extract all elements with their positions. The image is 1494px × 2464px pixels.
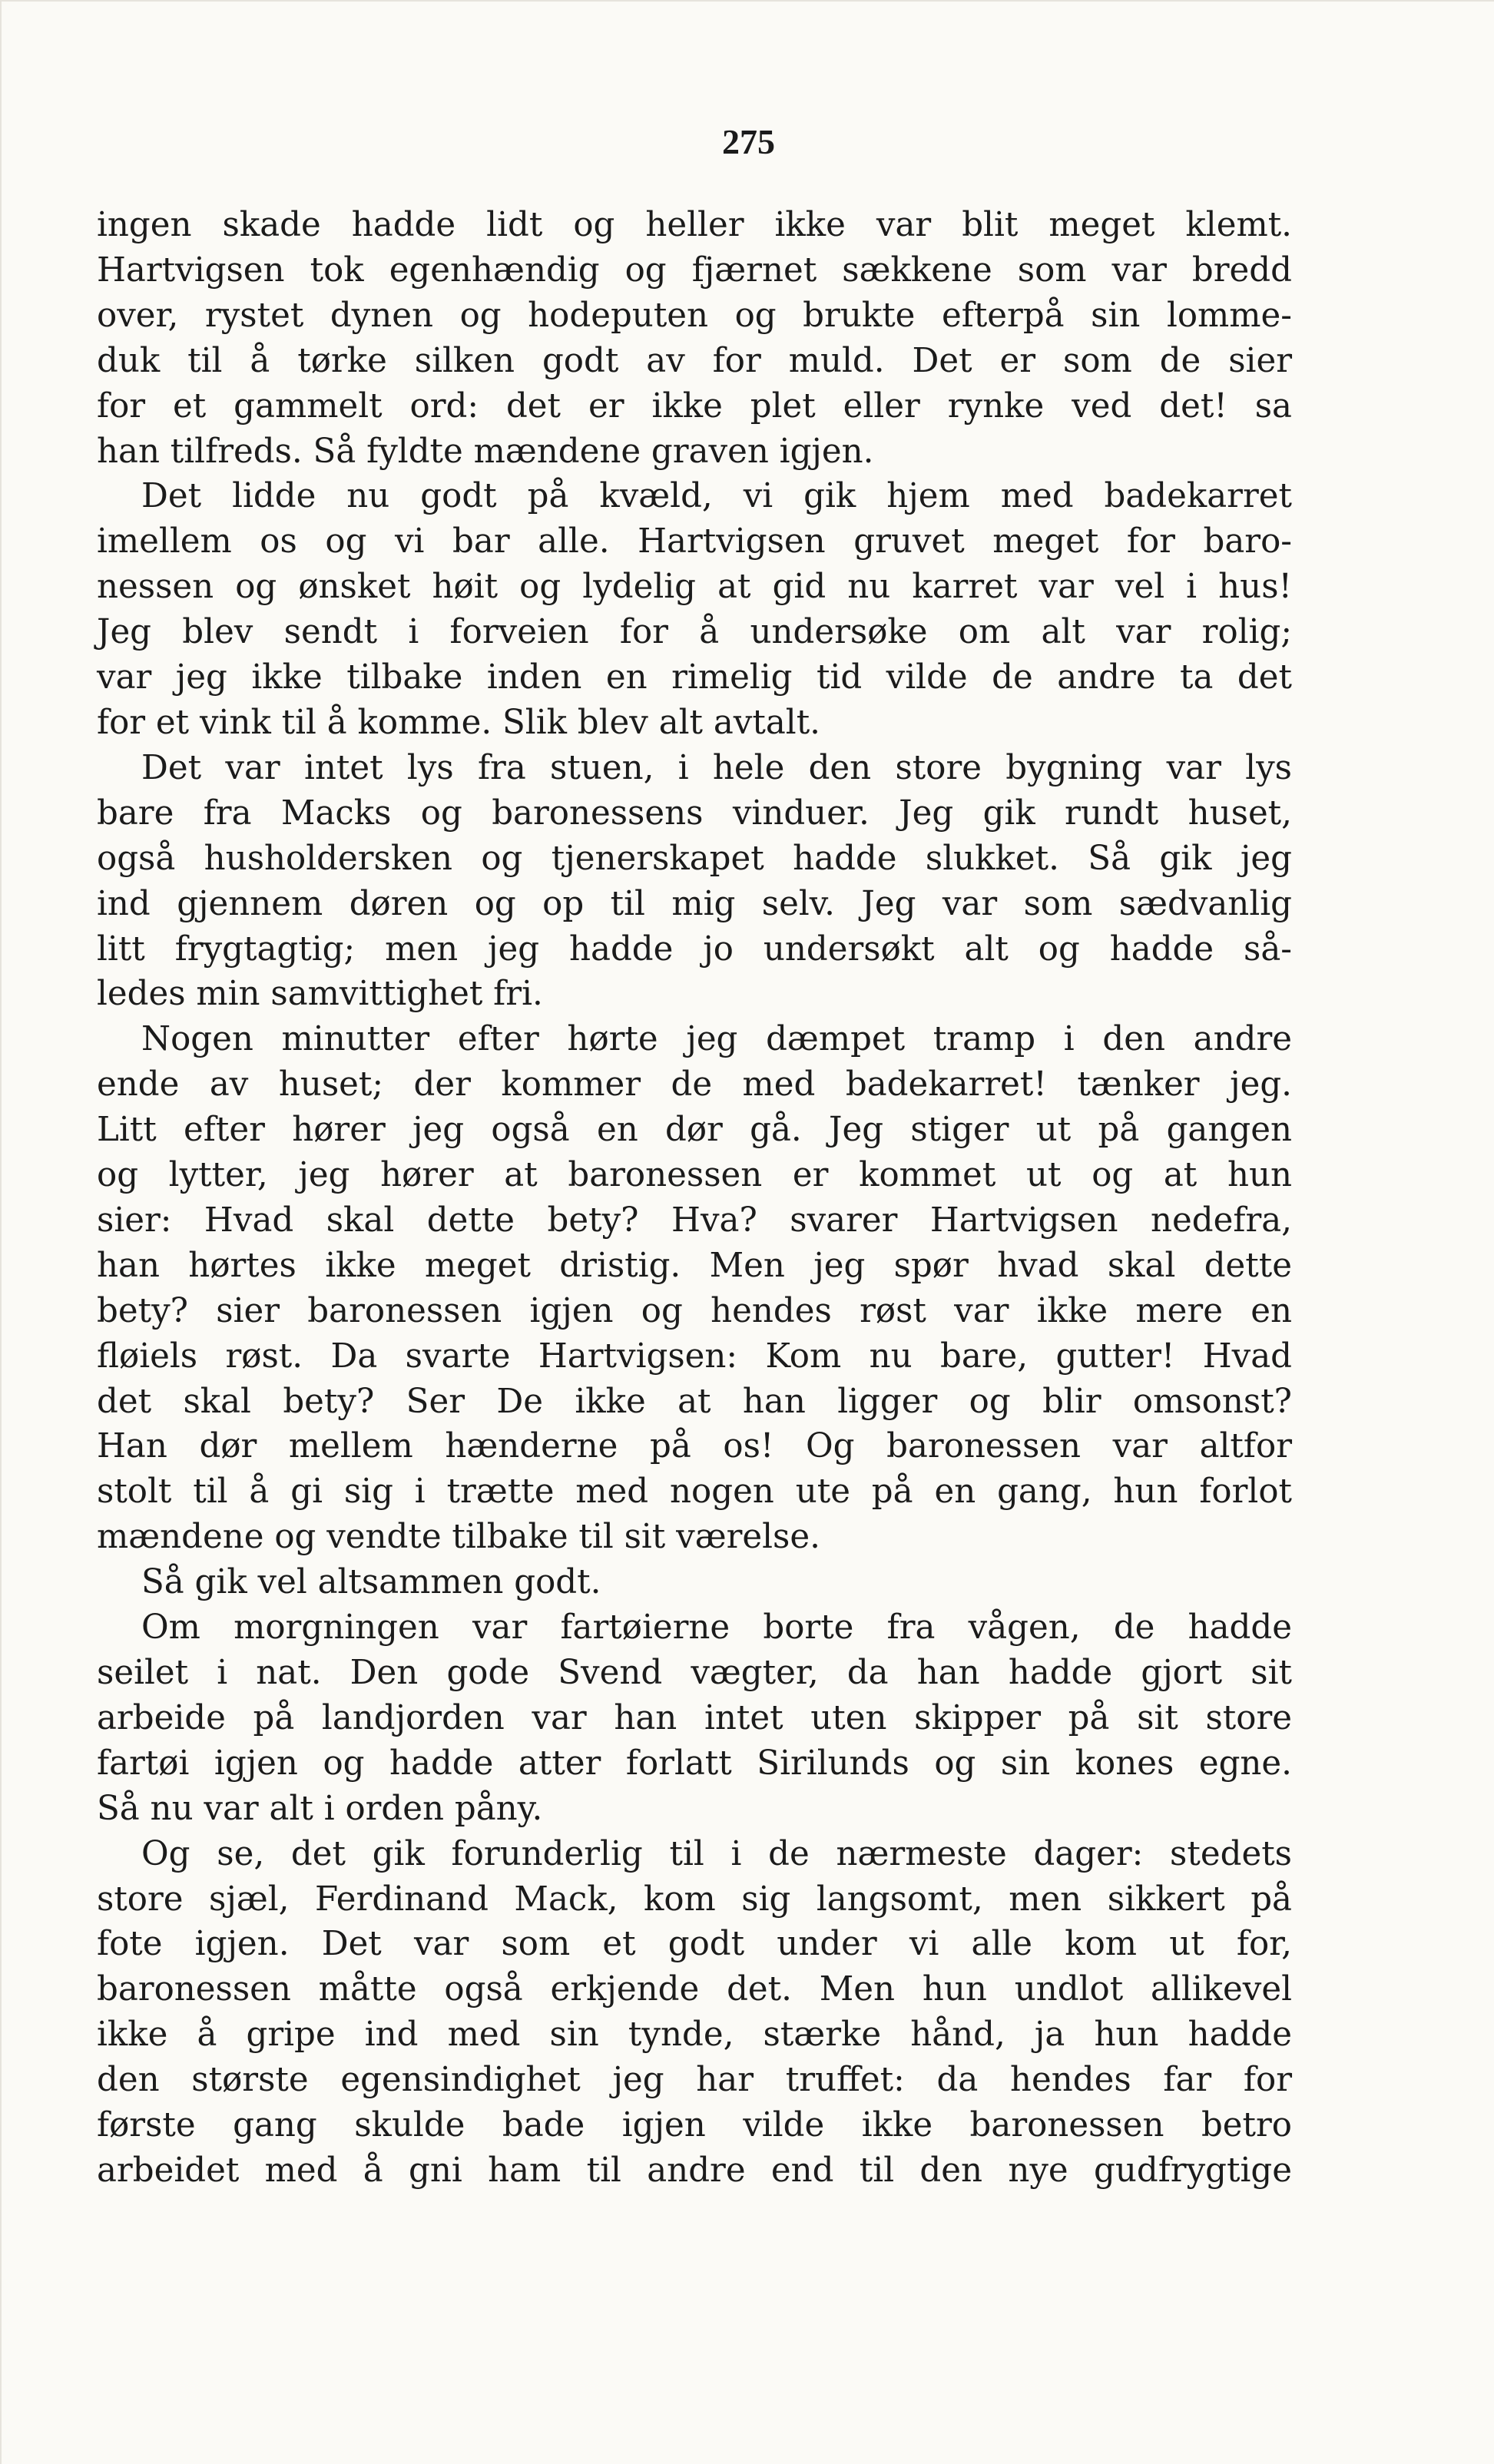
- text-line: mændene og vendte tilbake til sit værelse.: [97, 1518, 820, 1557]
- body-text: [97, 203, 1292, 2194]
- text-line: Jeg blev sendt i forveien for å undersøke om alt var rolig;: [97, 613, 1292, 652]
- text-line: sier: Hvad skal dette bety? Hva? svarer Hartvigsen nedefra,: [97, 1201, 1292, 1240]
- text-line: Litt efter hører jeg også en dør gå. Jeg stiger ut på gangen: [97, 1111, 1292, 1150]
- text-line: fløiels røst. Da svarte Hartvigsen: Kom nu bare, gutter! Hvad: [97, 1336, 1292, 1376]
- text-line: seilet i nat. Den gode Svend vægter, da han hadde gjort sit: [97, 1654, 1292, 1692]
- text-line: ind gjennem døren og op til mig selv. Jeg var som sædvanlig: [97, 884, 1292, 923]
- text-line: Så gik vel altsammen godt.: [141, 1563, 601, 1602]
- text-line: store sjæl, Ferdinand Mack, kom sig langsomt, men sikkert på: [97, 1879, 1292, 1919]
- text-line: for et gammelt ord: det er ikke plet eller rynke ved det! sa: [97, 386, 1292, 426]
- text-line: også husholdersken og tjenerskapet hadde slukket. Så gik jeg: [97, 839, 1292, 878]
- text-line: han tilfreds. Så fyldte mændene graven igjen.: [97, 432, 874, 471]
- text-line: arbeide på landjorden var han intet uten skipper på sit store: [97, 1698, 1292, 1737]
- text-line: Det lidde nu godt på kvæld, vi gik hjem med badekarret: [141, 477, 1292, 516]
- text-line: Hartvigsen tok egenhændig og fjærnet sækkene som var bredd: [97, 250, 1292, 290]
- text-line: var jeg ikke tilbake inden en rimelig tid vilde de andre ta det: [97, 658, 1292, 697]
- text-line: Nogen minutter efter hørte jeg dæmpet tramp i den andre: [141, 1020, 1292, 1059]
- text-line: fartøi igjen og hadde atter forlatt Sirilunds og sin kones egne.: [97, 1744, 1292, 1783]
- text-line: litt frygtagtig; men jeg hadde jo undersøkt alt og hadde så-: [97, 929, 1292, 969]
- text-line: han hørtes ikke meget dristig. Men jeg spør hvad skal dette: [97, 1246, 1292, 1285]
- text-line: for et vink til å komme. Slik blev alt avtalt.: [97, 703, 821, 742]
- text-line: ikke å gripe ind med sin tynde, stærke hånd, ja hun hadde: [97, 2015, 1292, 2055]
- page-number: 275: [722, 122, 775, 161]
- text-line: den største egensindighet jeg har truffet: da hendes far for: [97, 2061, 1292, 2100]
- text-line: fote igjen. Det var som et godt under vi alle kom ut for,: [97, 1925, 1292, 1964]
- text-line: arbeidet med å gni ham til andre end til den nye gudfrygtige: [97, 2151, 1292, 2190]
- text-line: det skal bety? Ser De ikke at han ligger og blir omsonst?: [97, 1382, 1292, 1421]
- text-line: stolt til å gi sig i trætte med nogen ute på en gang, hun forlot: [97, 1472, 1292, 1512]
- text-line: bare fra Macks og baronessens vinduer. Jeg gik rundt huset,: [97, 793, 1292, 833]
- text-line: Om morgningen var fartøierne borte fra vågen, de hadde: [141, 1608, 1292, 1648]
- text-line: Og se, det gik forunderlig til i de nærmeste dager: stedets: [141, 1834, 1292, 1873]
- text-line: Det var intet lys fra stuen, i hele den store bygning var lys: [141, 748, 1292, 787]
- text-line: baronessen måtte også erkjende det. Men hun undlot allikevel: [97, 1970, 1292, 2009]
- text-line: bety? sier baronessen igjen og hendes røst var ikke mere en: [97, 1291, 1292, 1330]
- text-line: første gang skulde bade igjen vilde ikke baronessen betro: [97, 2106, 1292, 2145]
- text-line: over, rystet dynen og hodeputen og brukte efterpå sin lomme-: [97, 296, 1292, 335]
- text-line: duk til å tørke silken godt av for muld. Det er som de sier: [97, 341, 1292, 380]
- text-line: imellem os og vi bar alle. Hartvigsen gruvet meget for baro-: [97, 522, 1292, 561]
- text-line: Han dør mellem hænderne på os! Og baronessen var altfor: [97, 1427, 1292, 1466]
- text-line: nessen og ønsket høit og lydelig at gid nu karret var vel i hus!: [97, 568, 1292, 607]
- text-line: ledes min samvittighet fri.: [97, 975, 543, 1014]
- text-line: Så nu var alt i orden påny.: [97, 1789, 543, 1828]
- text-line: ingen skade hadde lidt og heller ikke var blit meget klemt.: [97, 206, 1292, 244]
- text-line: og lytter, jeg hører at baronessen er kommet ut og at hun: [97, 1156, 1292, 1195]
- text-line: ende av huset; der kommer de med badekarret! tænker jeg.: [97, 1065, 1292, 1104]
